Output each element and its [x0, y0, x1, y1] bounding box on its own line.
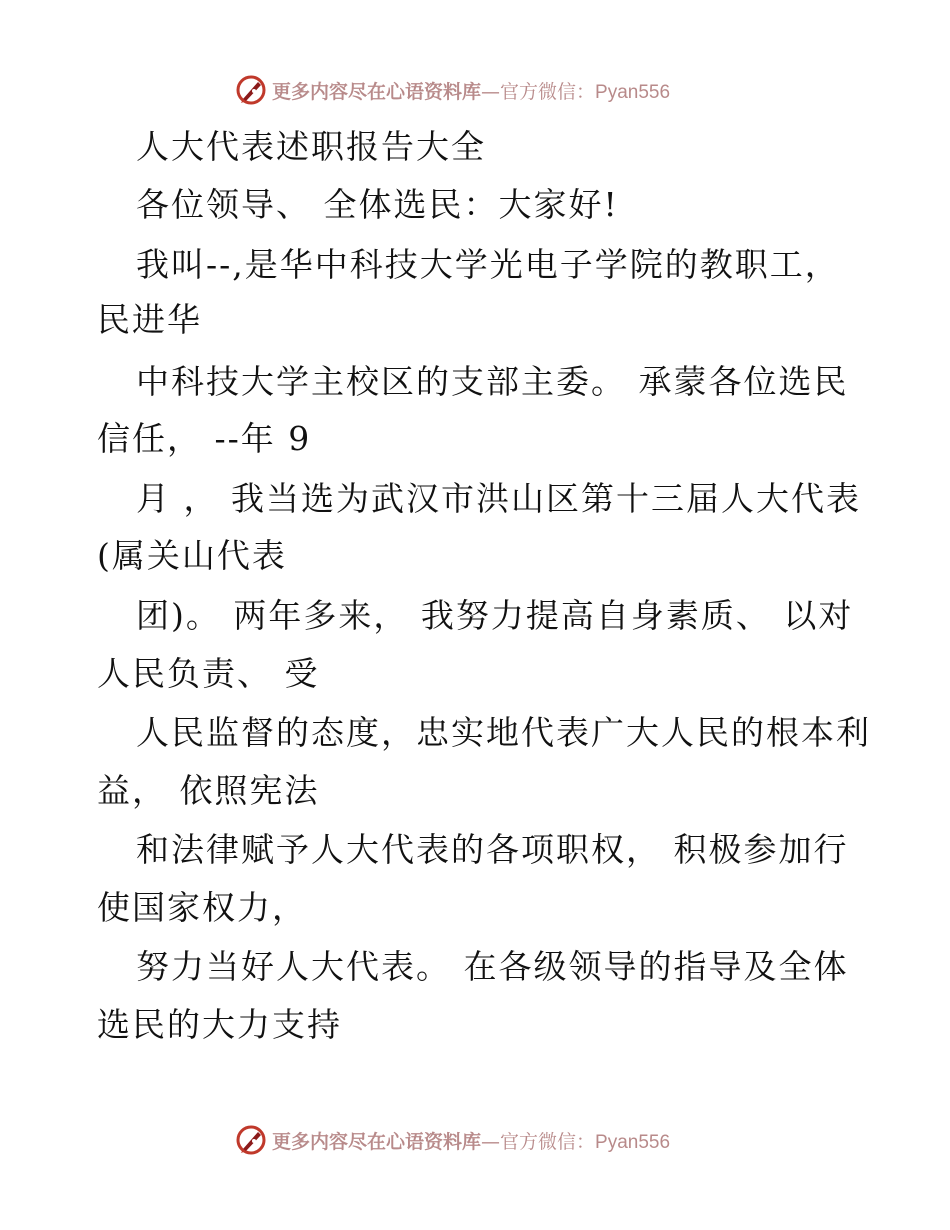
paragraph-line: 中科技大学主校区的支部主委。 承蒙各位选民 — [136, 362, 849, 401]
paragraph-line: 信任， --年 9 — [97, 419, 312, 458]
greeting-line: 各位领导、 全体选民：大家好! — [136, 185, 619, 224]
banner-dash: — — [481, 80, 501, 103]
paragraph-line: 和法律赋予人大代表的各项职权， 积极参加行 — [136, 830, 849, 869]
banner-dash: — — [481, 1130, 501, 1153]
banner-wechat-id: Pyan556 — [595, 1131, 671, 1153]
paragraph-line: 努力当好人大代表。 在各级领导的指导及全体 — [136, 947, 849, 986]
paragraph-line: (属关山代表 — [97, 536, 287, 575]
paragraph-line: 民进华 — [97, 300, 202, 339]
paragraph-line: 月 ， 我当选为武汉市洪山区第十三届人大代表 — [136, 479, 861, 518]
header-banner — [0, 70, 950, 110]
paragraph-line: 人民监督的态度，忠实地代表广大人民的根本利 — [136, 713, 871, 752]
banner-wechat-id: Pyan556 — [595, 81, 671, 103]
banner-wechat-label: 官方微信： — [500, 1130, 596, 1153]
pen-logo-icon — [234, 1123, 268, 1157]
paragraph-line: 人民负责、 受 — [97, 654, 320, 693]
banner-site-text: 更多内容尽在心语资料库 — [272, 1130, 482, 1153]
pen-logo-icon — [234, 73, 268, 107]
paragraph-line: 我叫--,是华中科技大学光电子学院的教职工， — [136, 245, 840, 284]
banner-wechat-label: 官方微信： — [500, 80, 596, 103]
paragraph-line: 团)。 两年多来， 我努力提高自身素质、 以对 — [136, 596, 854, 635]
paragraph-line: 益， 依照宪法 — [97, 771, 320, 810]
banner-site-text: 更多内容尽在心语资料库 — [272, 80, 482, 103]
document-title: 人大代表述职报告大全 — [136, 127, 486, 166]
paragraph-line: 选民的大力支持 — [97, 1005, 342, 1044]
paragraph-line: 使国家权力， — [97, 888, 307, 927]
footer-banner — [0, 1120, 950, 1160]
